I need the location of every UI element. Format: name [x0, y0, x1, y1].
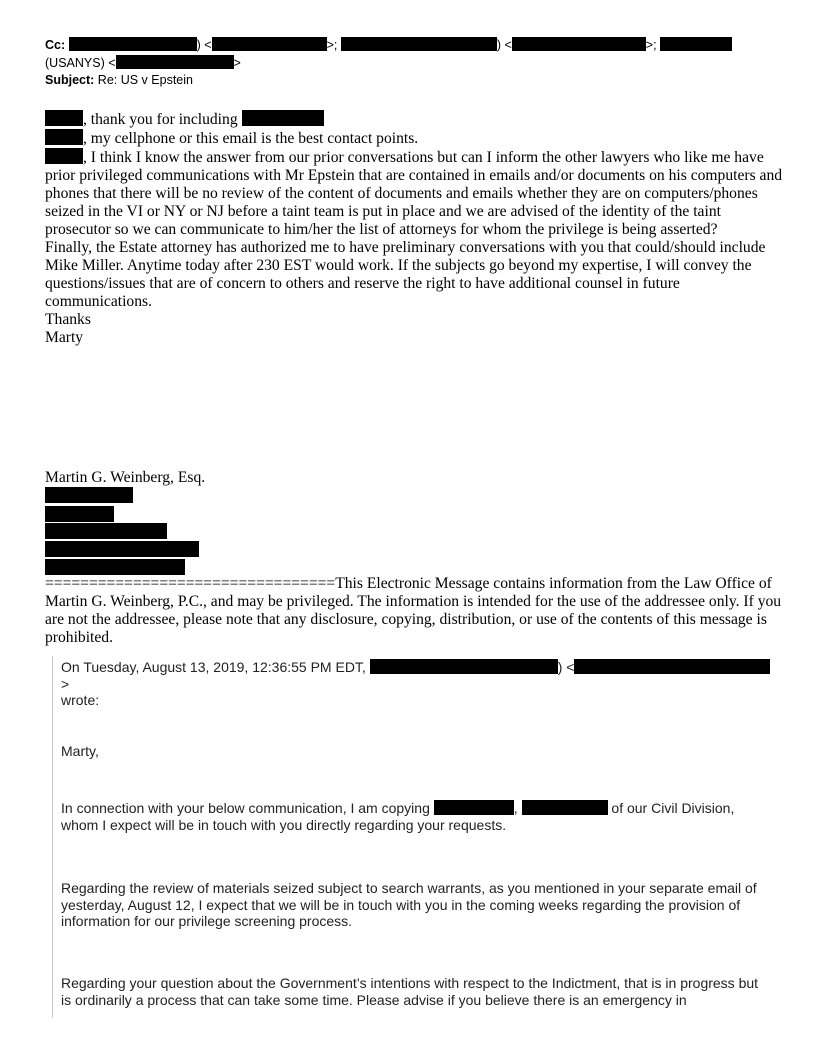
cc-separator: >; [326, 38, 338, 52]
redaction-block [660, 37, 732, 51]
redaction-block [434, 800, 514, 815]
quoted-intro-close: > [61, 675, 70, 692]
disclaimer-text: This Electronic Message contains information from the Law Office of Martin G. Weinberg, P.C., and may be privileged. The information is intended for the use of the addressee only. If you are not the addressee, please note that any disclosure, copying, distribution, or use of the contents of this message is prohibited. [45, 575, 782, 646]
email-body [45, 110, 785, 347]
redaction-block [45, 110, 83, 126]
body-paragraph-4: Finally, the Estate attorney has authorized me to have preliminary conversations with you that could/should include Mike Miller. Anytime today after 230 EST would work. If the subjects go beyond my expertise, I will convey the questions/issues that are of concern to others and reserve the right to have additional counsel in future communications. [45, 239, 766, 310]
cc-separator: ) < [496, 38, 512, 52]
redaction-block [116, 55, 234, 69]
cc-close: > [233, 56, 241, 70]
quote-border [52, 656, 53, 1018]
quoted-greeting: Marty, [61, 743, 99, 759]
disclaimer-rule: ================================= [45, 575, 336, 592]
redaction-block [45, 559, 185, 575]
redaction-block [212, 37, 327, 51]
cc-separator: >; [645, 38, 657, 52]
body-line-2 [45, 129, 785, 148]
subject-label: Subject: [45, 73, 95, 87]
quoted-paragraph-2: Regarding the review of materials seized subject to search warrants, as you mentioned in your separate email of yesterday, August 12, I expect that we will be in touch with you in the coming weeks regarding the provision of information for our privilege screening process. [61, 880, 757, 929]
body-thanks: Thanks [45, 311, 91, 328]
redaction-block [512, 37, 646, 51]
body-signoff: Marty [45, 329, 84, 346]
body-paragraph-3 [45, 148, 785, 239]
cc-usanys-prefix: (USANYS) < [45, 56, 116, 70]
subject-value: Re: US v Epstein [97, 73, 193, 87]
body-line-1-text: , thank you for including [83, 111, 238, 128]
body-line-1 [45, 110, 785, 129]
cc-line-2 [45, 55, 241, 72]
quoted-intro-separator: ) < [557, 659, 575, 675]
cc-line [45, 37, 732, 54]
quoted-para1-comma: , [513, 800, 518, 816]
redaction-block [522, 800, 608, 815]
redaction-block [370, 659, 558, 674]
redaction-block [45, 506, 114, 522]
quoted-para1-prefix: In connection with your below communication, I am copying [61, 800, 430, 816]
redaction-block [45, 541, 199, 557]
cc-label: Cc: [45, 38, 66, 52]
quoted-intro [61, 659, 771, 709]
legal-disclaimer [45, 575, 785, 647]
signature-name: Martin G. Weinberg, Esq. [45, 469, 206, 486]
quoted-para1-suffix: of our Civil Division, whom I expect will be in touch with you directly regarding your requests. [61, 800, 735, 833]
redaction-block [45, 523, 167, 539]
redaction-block [45, 487, 133, 503]
redaction-block [69, 37, 197, 51]
cc-separator: ) < [196, 38, 212, 52]
quoted-paragraph-1 [61, 800, 771, 833]
body-paragraph-3-text: , I think I know the answer from our prior conversations but can I inform the other lawyers who like me have prior privileged communications with Mr Epstein that are contained in emails and/or documents on his computers and phones that there will be no review of the content of documents and emails whether they are on computers/phones seized in the VI or NY or NJ before a taint team is put in place and we are advised of the identity of the taint prosecutor so we can communicate to him/her the list of attorneys for whom the privilege is being asserted? [45, 149, 783, 238]
quoted-paragraph-3: Regarding your question about the Government’s intentions with respect to the Indictment, that is in progress but is ordinarily a process that can take some time. Please advise if you believe there is an emergency in [61, 975, 759, 1008]
redaction-block [242, 110, 324, 126]
redaction-block [45, 148, 83, 164]
redaction-block [45, 129, 83, 145]
body-line-2-text: , my cellphone or this email is the best contact points. [83, 130, 419, 147]
redaction-block [341, 37, 497, 51]
quoted-intro-text: On Tuesday, August 13, 2019, 12:36:55 PM EDT, [61, 659, 366, 675]
quoted-wrote: wrote: [61, 692, 100, 708]
subject-line [45, 72, 193, 89]
redaction-block [574, 659, 770, 674]
